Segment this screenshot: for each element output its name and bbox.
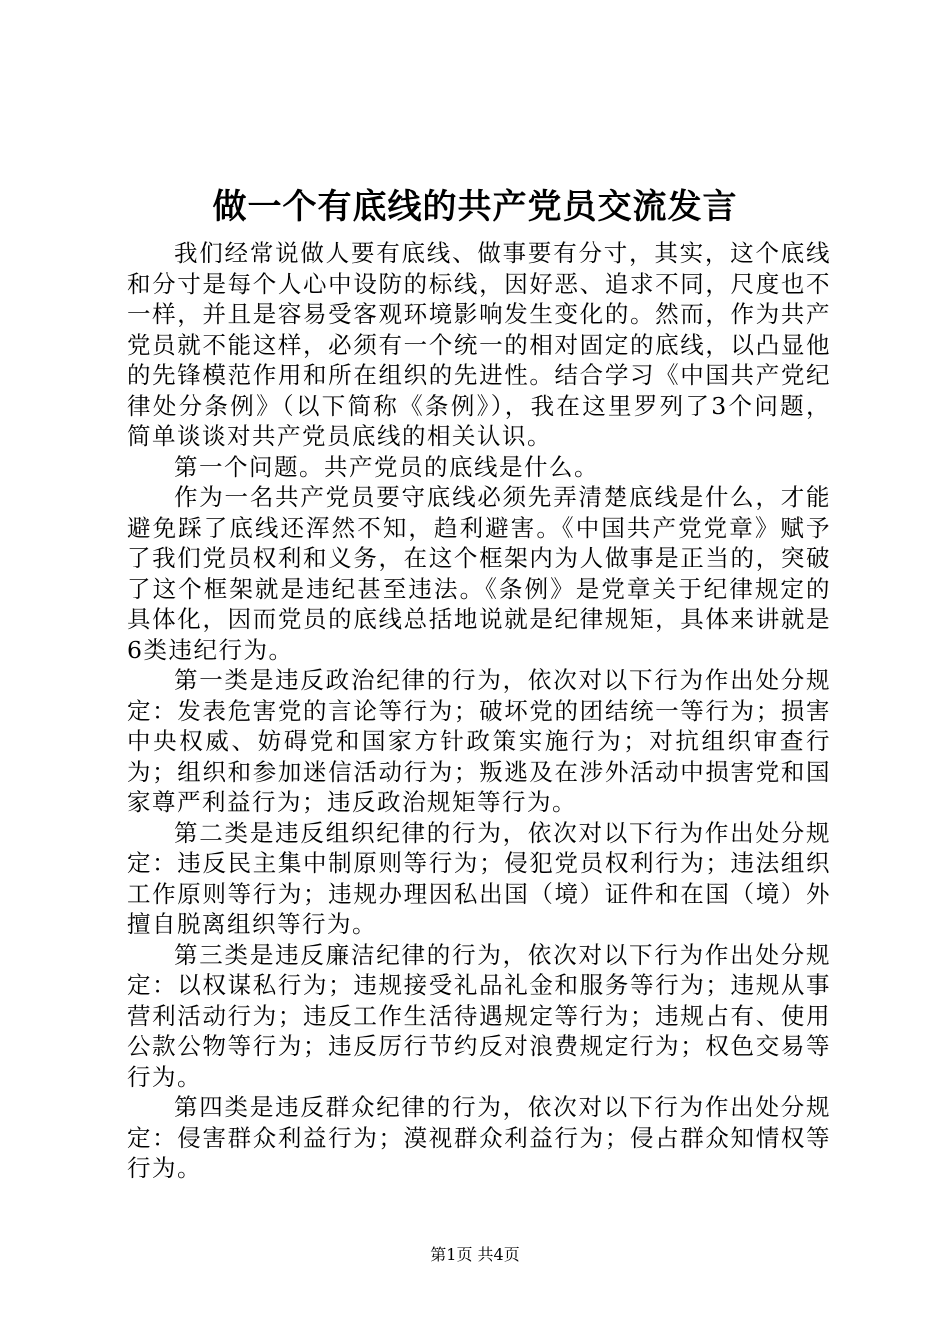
paragraph: 第二类是违反组织纪律的行为，依次对以下行为作出处分规定：违反民主集中制原则等行为；侵犯党员权利行为；违法组织工作原则等行为；违规办理因私出国（境）证件和在国（境）外擅自脱离组织等行为。 — [127, 818, 831, 938]
paragraph: 第四类是违反群众纪律的行为，依次对以下行为作出处分规定：侵害群众利益行为；漠视群众利益行为；侵占群众知情权等行为。 — [127, 1093, 831, 1182]
paragraph: 第一个问题。共产党员的底线是什么。 — [174, 452, 599, 481]
paragraph: 第一类是违反政治纪律的行为，依次对以下行为作出处分规定：发表危害党的言论等行为；破坏党的团结统一等行为；损害中央权威、妨碍党和国家方针政策实施行为；对抗组织审查行为；组织和参加迷信活动行为；叛逃及在涉外活动中损害党和国家尊严利益行为；违反政治规矩等行为。 — [127, 666, 831, 816]
paragraph: 第三类是违反廉洁纪律的行为，依次对以下行为作出处分规定：以权谋私行为；违规接受礼品礼金和服务等行为；违规从事营利活动行为；违反工作生活待遇规定等行为；违规占有、使用公款公物等行为；违反厉行节约反对浪费规定行为；权色交易等行为。 — [127, 940, 831, 1091]
paragraph: 作为一名共产党员要守底线必须先弄清楚底线是什么，才能避免踩了底线还浑然不知，趋利避害。《中国共产党党章》赋予了我们党员权利和义务，在这个框架内为人做事是正当的，突破了这个框架就是违纪甚至违法。《条例》是党章关于纪律规定的具体化，因而党员的底线总括地说就是纪律规矩，具体来讲就是6类违纪行为。 — [127, 483, 831, 664]
paragraph: 我们经常说做人要有底线、做事要有分寸，其实，这个底线和分寸是每个人心中设防的标线，因好恶、追求不同，尺度也不一样，并且是容易受客观环境影响发生变化的。然而，作为共产党员就不能这样，必须有一个统一的相对固定的底线，以凸显他的先锋模范作用和所在组织的先进性。结合学习《中国共产党纪律处分条例》（以下简称《条例》），我在这里罗列了3个问题，简单谈谈对共产党员底线的相关认识。 — [127, 239, 831, 450]
document-body — [127, 238, 831, 1184]
page-number-footer: 第1页 共4页 — [430, 1245, 520, 1264]
document-title: 做一个有底线的共产党员交流发言 — [212, 187, 738, 227]
